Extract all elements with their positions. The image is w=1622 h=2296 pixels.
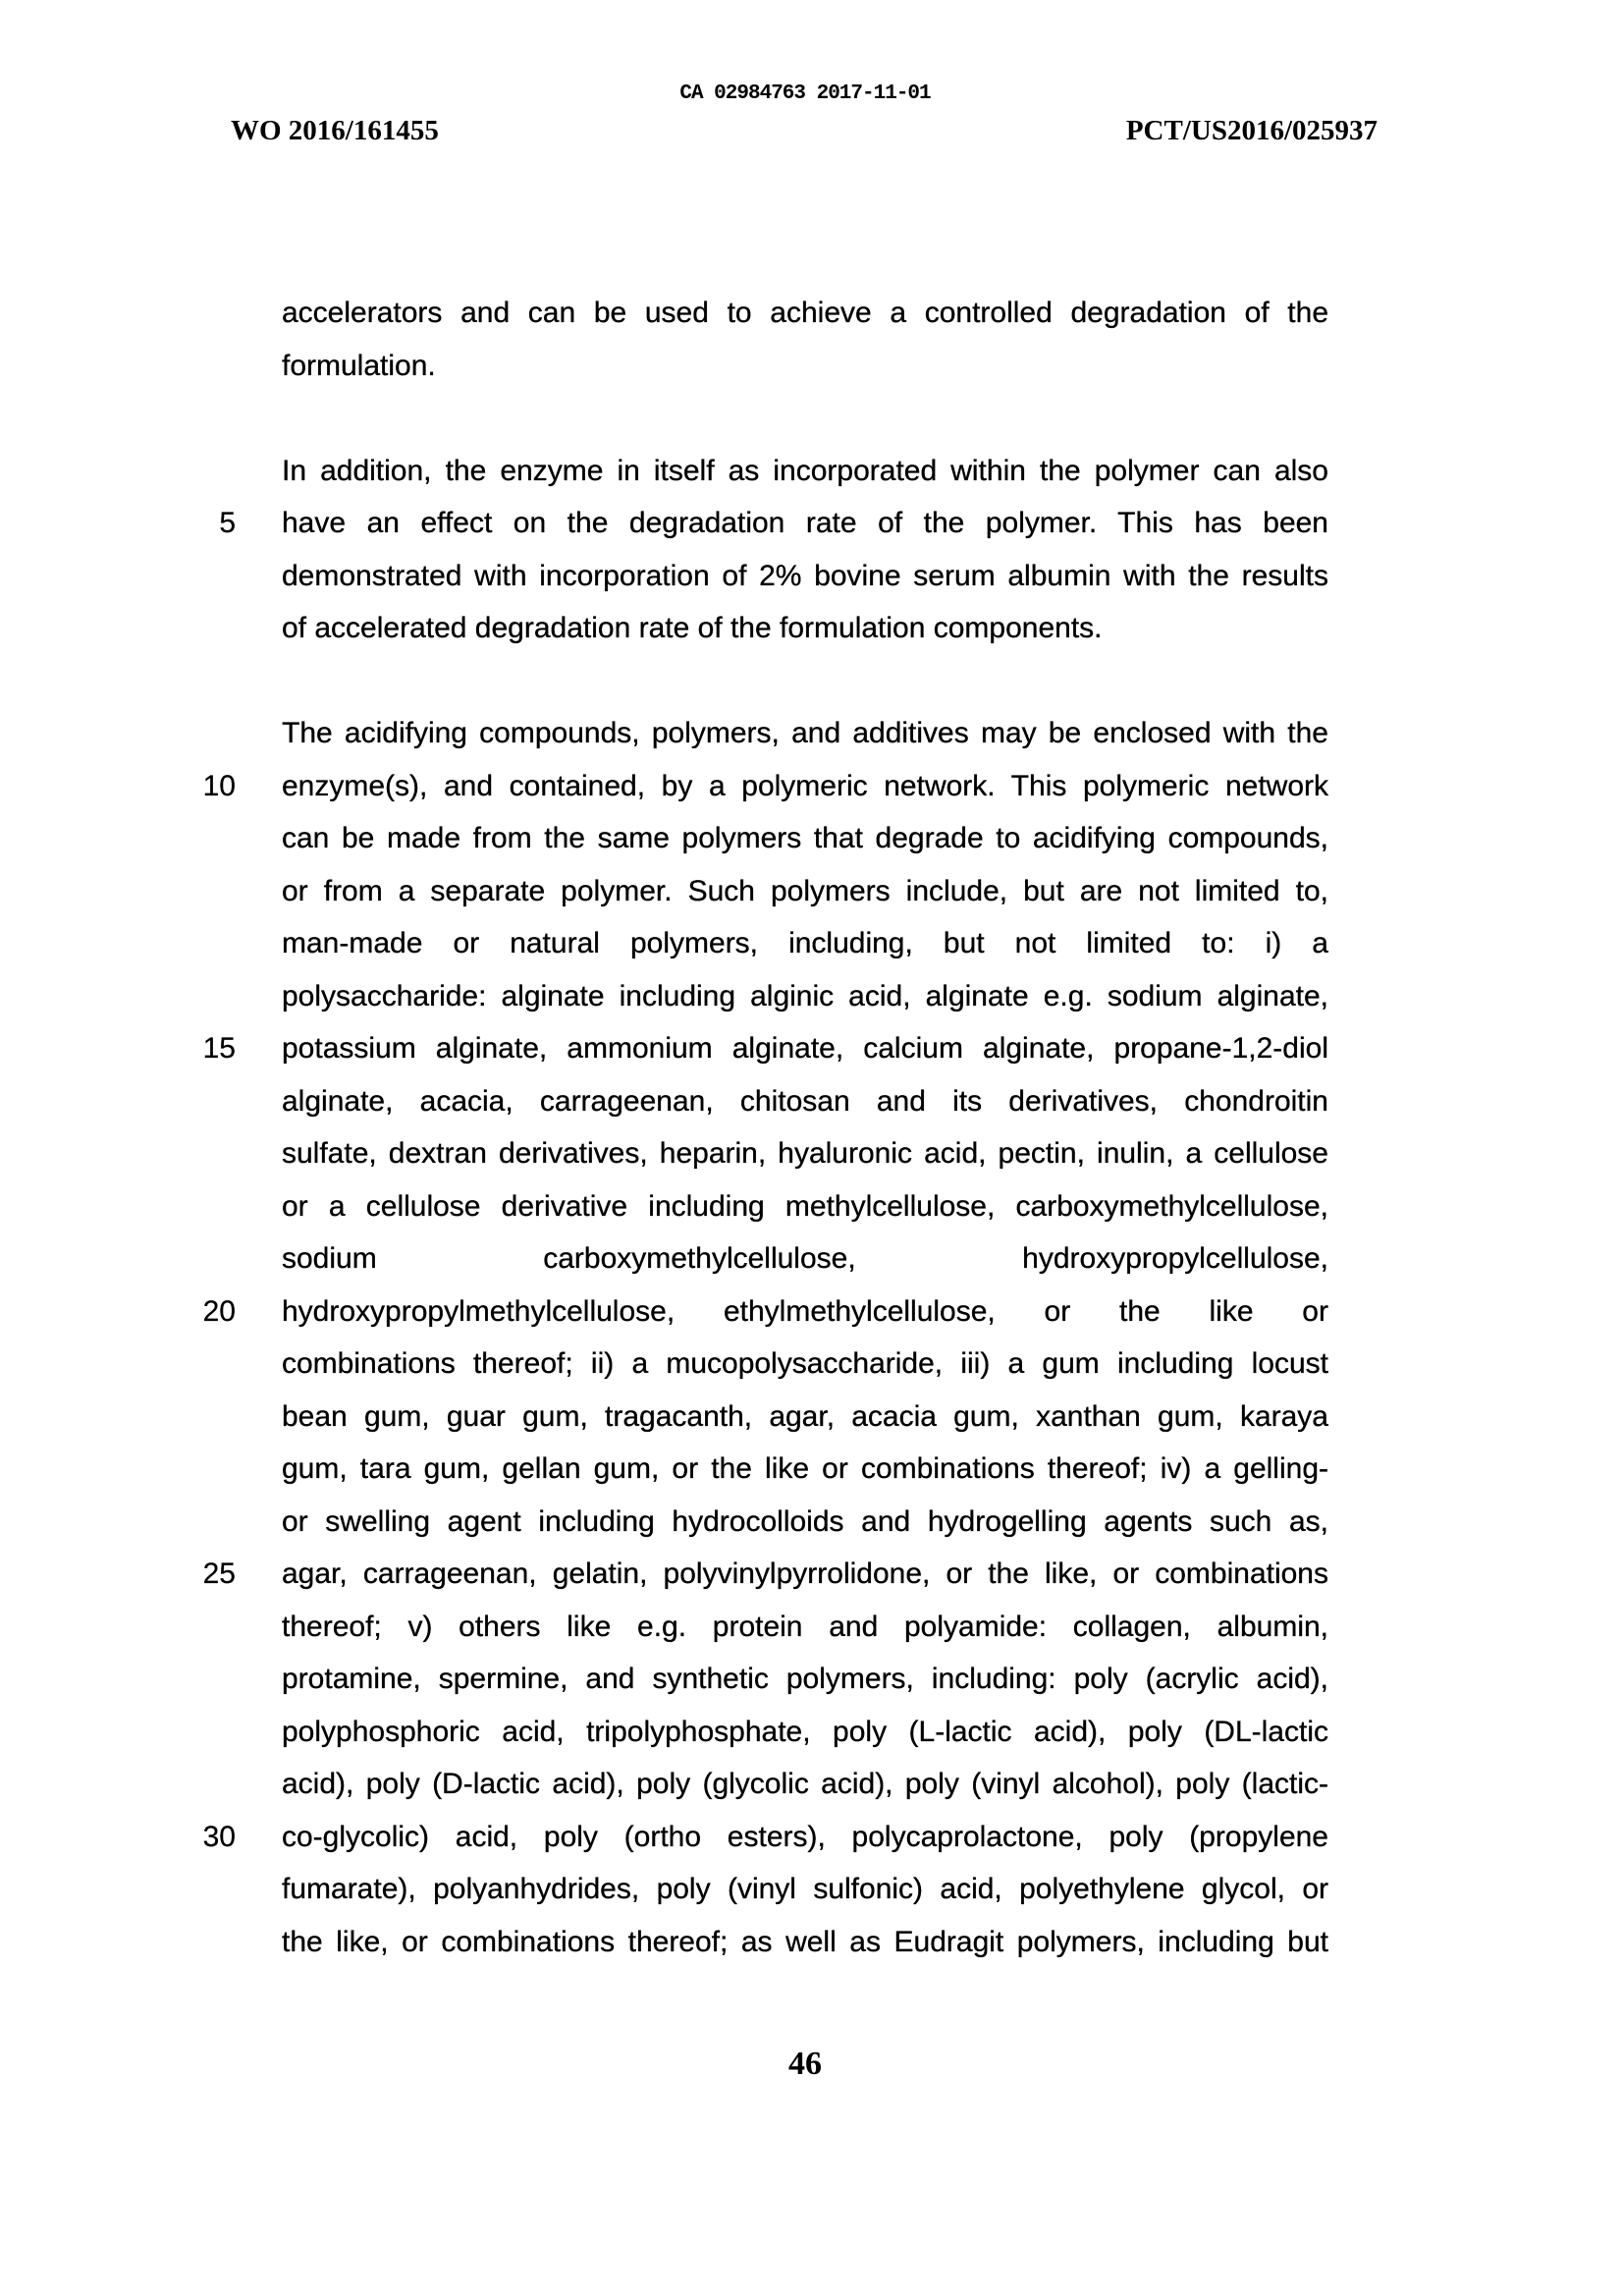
filing-stamp: CA 02984763 2017-11-01 (679, 82, 931, 105)
text-line (177, 1232, 1328, 1285)
line-text: formulation. (282, 349, 436, 382)
line-text: or from a separate polymer. Such polymers include, but are not limited to, (282, 874, 1328, 907)
application-number: PCT/US2016/025937 (1125, 115, 1378, 146)
text-line (177, 445, 1328, 498)
line-number (177, 917, 236, 970)
line-text: polyphosphoric acid, tripolyphosphate, poly (L-lactic acid), poly (DL-lactic (282, 1715, 1328, 1748)
text-line (177, 1496, 1328, 1549)
line-text: protamine, spermine, and synthetic polymers, including: poly (acrylic acid), (282, 1663, 1328, 1695)
line-number (177, 707, 236, 760)
line-text: sulfate, dextran derivatives, heparin, hyaluronic acid, pectin, inulin, a cellulose (282, 1137, 1328, 1170)
line-number (177, 1916, 236, 1969)
line-text: gum, tara gum, gellan gum, or the like or combinations thereof; iv) a gelling- (282, 1452, 1328, 1485)
line-number (177, 1653, 236, 1706)
line-text: can be made from the same polymers that degrade to acidifying compounds, (282, 822, 1328, 854)
line-number (177, 1338, 236, 1391)
text-line (177, 1706, 1328, 1759)
line-number (177, 1127, 236, 1180)
line-text: demonstrated with incorporation of 2% bovine serum albumin with the results (282, 559, 1328, 592)
line-number (177, 1496, 236, 1549)
text-line (177, 865, 1328, 918)
text-line (177, 760, 1328, 813)
line-number: 30 (202, 1820, 236, 1853)
line-number (177, 1601, 236, 1654)
text-line (177, 1285, 1328, 1339)
line-text: potassium alginate, ammonium alginate, calcium alginate, propane-1,2-diol (282, 1032, 1328, 1065)
line-number (177, 865, 236, 918)
text-line (177, 287, 1328, 340)
text-line (177, 1653, 1328, 1706)
text-line (177, 1916, 1328, 1969)
text-line (177, 1811, 1328, 1864)
paragraph (177, 707, 1328, 1968)
line-text: co-glycolic) acid, poly (ortho esters), polycaprolactone, poly (propylene (282, 1820, 1328, 1853)
line-text: the like, or combinations thereof; as well as Eudragit polymers, including but (282, 1925, 1328, 1958)
line-text: In addition, the enzyme in itself as incorporated within the polymer can also (282, 454, 1328, 487)
line-text: enzyme(s), and contained, by a polymeric network. This polymeric network (282, 769, 1328, 802)
line-number: 20 (202, 1294, 236, 1328)
text-line (177, 1338, 1328, 1391)
line-text: The acidifying compounds, polymers, and additives may be enclosed with the (282, 717, 1328, 749)
text-line (177, 602, 1328, 655)
line-number (177, 1075, 236, 1128)
text-line (177, 550, 1328, 603)
line-text: man-made or natural polymers, including, but not limited to: i) a (282, 927, 1328, 959)
body-text (177, 287, 1328, 1968)
line-number (177, 602, 236, 655)
text-line (177, 1863, 1328, 1916)
line-text: or swelling agent including hydrocolloids and hydrogelling agents such as, (282, 1504, 1328, 1538)
line-number (177, 970, 236, 1023)
line-text: combinations thereof; ii) a mucopolysaccharide, iii) a gum including locust (282, 1347, 1328, 1380)
line-number: 10 (202, 769, 236, 802)
line-number (177, 1706, 236, 1759)
line-text: accelerators and can be used to achieve a controlled degradation of the (282, 297, 1328, 329)
text-line (177, 917, 1328, 970)
text-line (177, 812, 1328, 865)
line-text: thereof; v) others like e.g. protein and polyamide: collagen, albumin, (282, 1610, 1328, 1643)
text-line (177, 1391, 1328, 1444)
line-text: of accelerated degradation rate of the formulation components. (282, 612, 1103, 644)
line-number (177, 445, 236, 498)
line-text: have an effect on the degradation rate of the polymer. This has been (282, 507, 1328, 539)
paragraph (177, 445, 1328, 655)
text-line (177, 1601, 1328, 1654)
line-number (177, 1758, 236, 1811)
text-line (177, 1127, 1328, 1180)
line-text: sodium carboxymethylcellulose, hydroxypropylcellulose, (282, 1242, 1328, 1275)
line-text: acid), poly (D-lactic acid), poly (glycolic acid), poly (vinyl alcohol), poly (lactic- (282, 1768, 1328, 1800)
text-line (177, 1075, 1328, 1128)
text-line (177, 1548, 1328, 1601)
line-text: agar, carrageenan, gelatin, polyvinylpyrrolidone, or the like, or combinations (282, 1558, 1328, 1590)
line-text: alginate, acacia, carrageenan, chitosan and its derivatives, chondroitin (282, 1084, 1328, 1118)
line-number (177, 287, 236, 340)
paragraph (177, 287, 1328, 392)
line-text: fumarate), polyanhydrides, poly (vinyl sulfonic) acid, polyethylene glycol, or (282, 1873, 1328, 1905)
line-number: 5 (219, 507, 236, 539)
publication-number: WO 2016/161455 (231, 115, 439, 146)
line-number (177, 1443, 236, 1496)
line-number (177, 812, 236, 865)
line-number (177, 550, 236, 603)
text-line (177, 970, 1328, 1023)
text-line (177, 1758, 1328, 1811)
text-line (177, 497, 1328, 550)
line-text: polysaccharide: alginate including alginic acid, alginate e.g. sodium alginate, (282, 979, 1328, 1012)
line-text: bean gum, guar gum, tragacanth, agar, acacia gum, xanthan gum, karaya (282, 1399, 1328, 1433)
text-line (177, 1443, 1328, 1496)
line-number (177, 340, 236, 393)
text-line (177, 707, 1328, 760)
line-text: hydroxypropylmethylcellulose, ethylmethylcellulose, or the like or (282, 1294, 1328, 1328)
line-number (177, 1391, 236, 1444)
page-number: 46 (788, 2046, 822, 2082)
line-number (177, 1232, 236, 1285)
line-text: or a cellulose derivative including methylcellulose, carboxymethylcellulose, (282, 1189, 1328, 1223)
line-number: 15 (202, 1032, 236, 1065)
text-line (177, 1022, 1328, 1075)
line-number (177, 1863, 236, 1916)
line-number (177, 1180, 236, 1233)
line-number: 25 (202, 1558, 236, 1590)
text-line (177, 1180, 1328, 1233)
text-line (177, 340, 1328, 393)
